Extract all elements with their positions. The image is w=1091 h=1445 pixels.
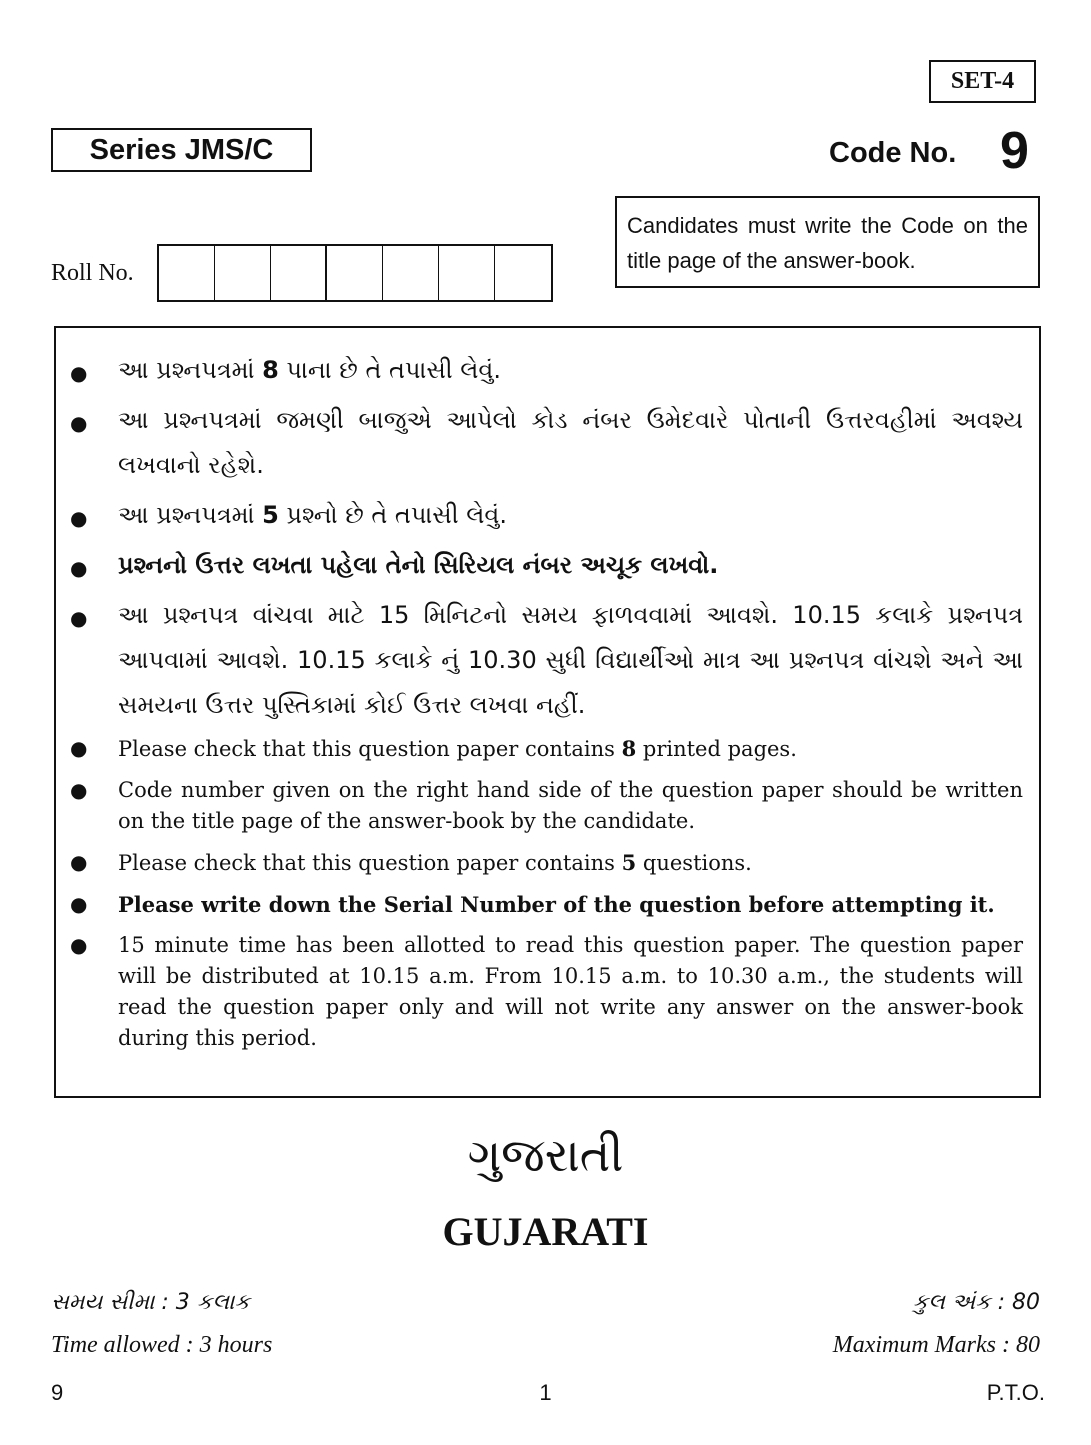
bullet-icon: ● bbox=[70, 736, 88, 760]
roll-number-cell[interactable] bbox=[271, 246, 327, 300]
bullet-icon: ● bbox=[70, 506, 88, 530]
candidate-note: Candidates must write the Code on the title page of the answer-book. bbox=[615, 196, 1040, 288]
instruction-gujarati: ● આ પ્રશ્નપત્ર વાંચવા માટે 15 મિનિટનો સમય ફાળવવામાં આવશે. 10.15 કલાકે પ્રશ્નપત્ર આપવામાં આવશે. 10.15 કલાકે નું 10.30 સુધી વિદ્યાર્થીઓ માત્ર આ પ્રશ્નપત્ર વાંચશે અને આ સમયના ઉત્તર પુસ્તિકામાં કોઈ ઉત્તર લખવા નહીં. bbox=[56, 593, 1023, 728]
instructions-list bbox=[56, 328, 1039, 1054]
roll-number-cell[interactable] bbox=[215, 246, 271, 300]
instruction-gujarati: ● આ પ્રશ્નપત્રમાં જમણી બાજુએ આપેલો કોડ નંબર ઉમેદવારે પોતાની ઉત્તરવહીમાં અવશ્ય લખવાનો રહેશે. bbox=[56, 398, 1023, 488]
instruction-english: ● Please write down the Serial Number of the question before attempting it. bbox=[56, 889, 1023, 920]
series-label: Series JMS/C bbox=[51, 128, 312, 172]
subject-title-english: GUJARATI bbox=[442, 1209, 649, 1254]
roll-number-cell[interactable] bbox=[327, 246, 383, 300]
footer-pto: P.T.O. bbox=[986, 1380, 1045, 1405]
bullet-icon: ● bbox=[70, 411, 88, 435]
roll-number-cell[interactable] bbox=[159, 246, 215, 300]
instruction-gujarati: ● આ પ્રશ્નપત્રમાં 5 પ્રશ્નો છે તે તપાસી લેવું. bbox=[56, 493, 1023, 538]
bullet-icon: ● bbox=[70, 361, 88, 385]
bullet-icon: ● bbox=[70, 892, 88, 916]
bullet-icon: ● bbox=[70, 933, 88, 957]
roll-number-cell[interactable] bbox=[383, 246, 439, 300]
roll-number-label: Roll No. bbox=[51, 260, 134, 286]
roll-number-cell[interactable] bbox=[439, 246, 495, 300]
instruction-gujarati: ● પ્રશ્નનો ઉત્તર લખતા પહેલા તેનો સિરિયલ નંબર અચૂક લખવો. bbox=[56, 543, 1023, 588]
bullet-icon: ● bbox=[70, 606, 88, 630]
max-marks-english: Maximum Marks : 80 bbox=[832, 1332, 1040, 1358]
bullet-icon: ● bbox=[70, 778, 88, 802]
code-label: Code No. bbox=[829, 137, 957, 169]
time-allowed-gujarati: સમય સીમા : 3 કલાક bbox=[51, 1290, 250, 1315]
instruction-english: ● Please check that this question paper contains 5 questions. bbox=[56, 847, 1023, 879]
time-allowed-english: Time allowed : 3 hours bbox=[51, 1332, 273, 1358]
instruction-english: ● 15 minute time has been allotted to read this question paper. The question paper will be distributed at 10.15 a.m. From 10.15 a.m. to 10.30 a.m., the students will read the question paper only and will not write any answer on the answer-book during this period. bbox=[56, 930, 1023, 1054]
subject-title-gujarati: ગુજરાતી bbox=[467, 1128, 624, 1182]
code-number: 9 bbox=[1000, 122, 1029, 180]
instructions-box bbox=[54, 326, 1041, 1098]
roll-number-cell[interactable] bbox=[495, 246, 551, 300]
bullet-icon: ● bbox=[70, 556, 88, 580]
roll-number-boxes[interactable] bbox=[157, 244, 553, 302]
max-marks-gujarati: કુલ અંક : 80 bbox=[912, 1290, 1040, 1315]
footer-page-number: 1 bbox=[539, 1380, 552, 1405]
bullet-icon: ● bbox=[70, 850, 88, 874]
set-label: SET-4 bbox=[929, 60, 1036, 103]
instruction-english: ● Code number given on the right hand side of the question paper should be written on the title page of the answer-book by the candidate. bbox=[56, 775, 1023, 837]
footer-code: 9 bbox=[51, 1380, 64, 1405]
instruction-gujarati: ● આ પ્રશ્નપત્રમાં 8 પાના છે તે તપાસી લેવું. bbox=[56, 348, 1023, 393]
instruction-english: ● Please check that this question paper contains 8 printed pages. bbox=[56, 733, 1023, 765]
